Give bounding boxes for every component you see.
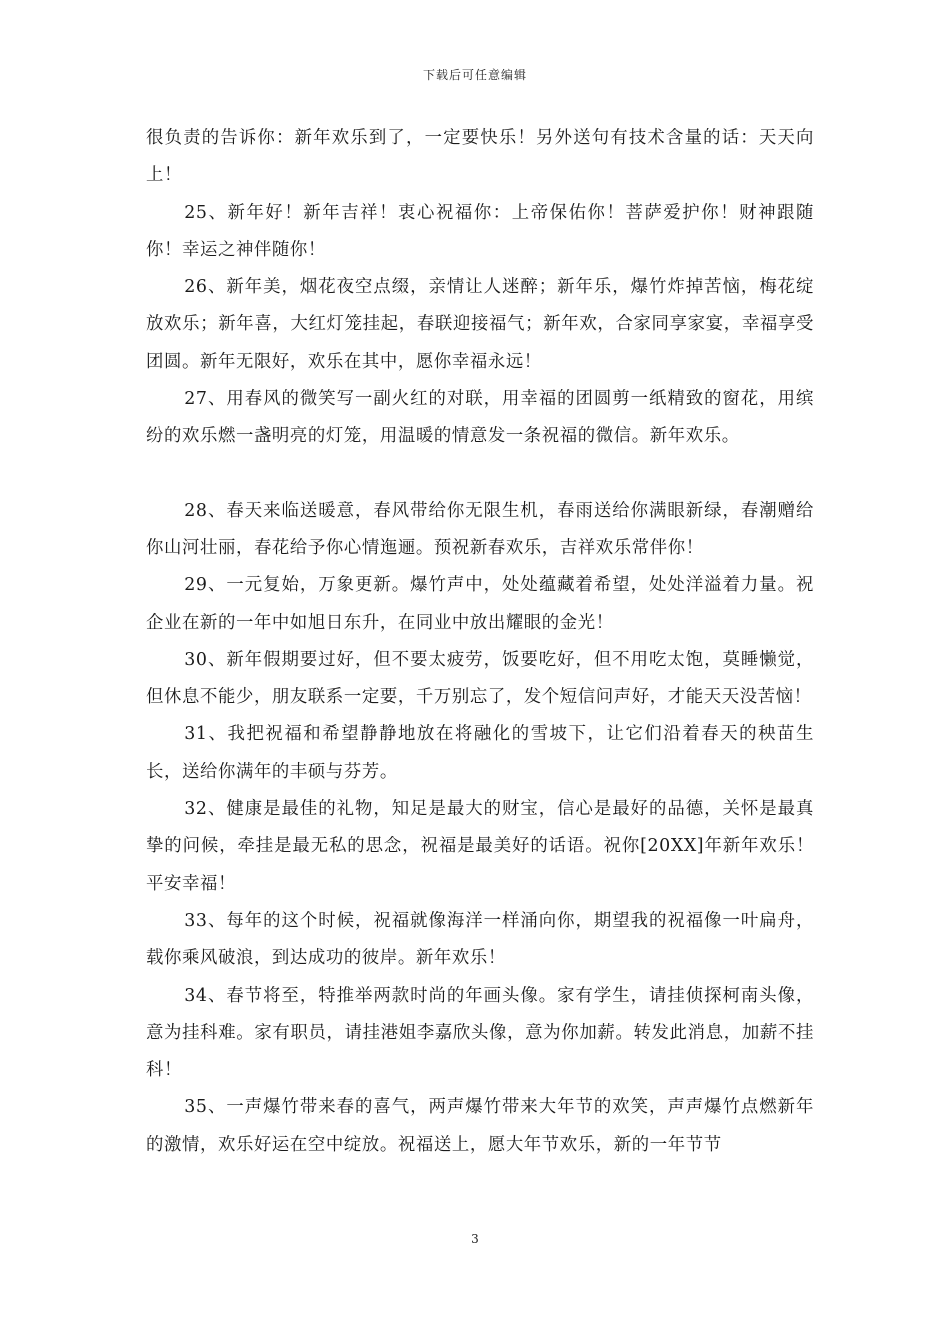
document-body: [146, 120, 814, 1164]
paragraph-29: 29、一元复始，万象更新。爆竹声中，处处蕴藏着希望，处处洋溢着力量。祝企业在新的一年中如旭日东升，在同业中放出耀眼的金光！: [146, 575, 814, 633]
paragraph-continuation: 很负责的告诉你：新年欢乐到了，一定要快乐！另外送句有技术含量的话：天天向上！: [146, 128, 814, 186]
page-number: 3: [471, 1232, 479, 1246]
paragraph-31: 31、我把祝福和希望静静地放在将融化的雪坡下，让它们沿着春天的秧苗生长，送给你满年的丰硕与芬芳。: [146, 724, 814, 782]
paragraph-25: 25、新年好！新年吉祥！衷心祝福你：上帝保佑你！菩萨爱护你！财神跟随你！幸运之神伴随你！: [146, 202, 814, 260]
paragraph-35: 35、一声爆竹带来春的喜气，两声爆竹带来大年节的欢笑，声声爆竹点燃新年的激情，欢乐好运在空中绽放。祝福送上，愿大年节欢乐，新的一年节节: [146, 1097, 814, 1155]
paragraph-33: 33、每年的这个时候，祝福就像海洋一样涌向你，期望我的祝福像一叶扁舟，载你乘风破浪，到达成功的彼岸。新年欢乐！: [146, 910, 814, 969]
page-header: 下载后可任意编辑: [422, 68, 527, 82]
paragraph-30: 30、新年假期要过好，但不要太疲劳，饭要吃好，但不用吃太饱，莫睡懒觉，但休息不能少，朋友联系一定要，千万别忘了，发个短信问声好，才能天天没苦恼！: [146, 649, 814, 708]
paragraph-spacer: [146, 456, 814, 493]
paragraph-34: 34、春节将至，特推举两款时尚的年画头像。家有学生，请挂侦探柯南头像，意为挂科难。家有职员，请挂港姐李嘉欣头像，意为你加薪。转发此消息，加薪不挂科！: [146, 985, 814, 1081]
paragraph-28: 28、春天来临送暖意，春风带给你无限生机，春雨送给你满眼新绿，春潮赠给你山河壮丽，春花给予你心情迤逦。预祝新春欢乐，吉祥欢乐常伴你！: [146, 500, 814, 558]
paragraph-27: 27、用春风的微笑写一副火红的对联，用幸福的团圆剪一纸精致的窗花，用缤纷的欢乐燃一盏明亮的灯笼，用温暖的情意发一条祝福的微信。新年欢乐。: [146, 389, 814, 447]
paragraph-32: 32、健康是最佳的礼物，知足是最大的财宝，信心是最好的品德，关怀是最真挚的问候，牵挂是最无私的思念，祝福是最美好的话语。祝你[20XX]年新年欢乐！平安幸福！: [146, 799, 814, 894]
paragraph-26: 26、新年美，烟花夜空点缀，亲情让人迷醉；新年乐，爆竹炸掉苦恼，梅花绽放欢乐；新年喜，大红灯笼挂起，春联迎接福气；新年欢，合家同享家宴，幸福享受团圆。新年无限好，欢乐在其中，愿你幸福永远！: [146, 277, 814, 372]
